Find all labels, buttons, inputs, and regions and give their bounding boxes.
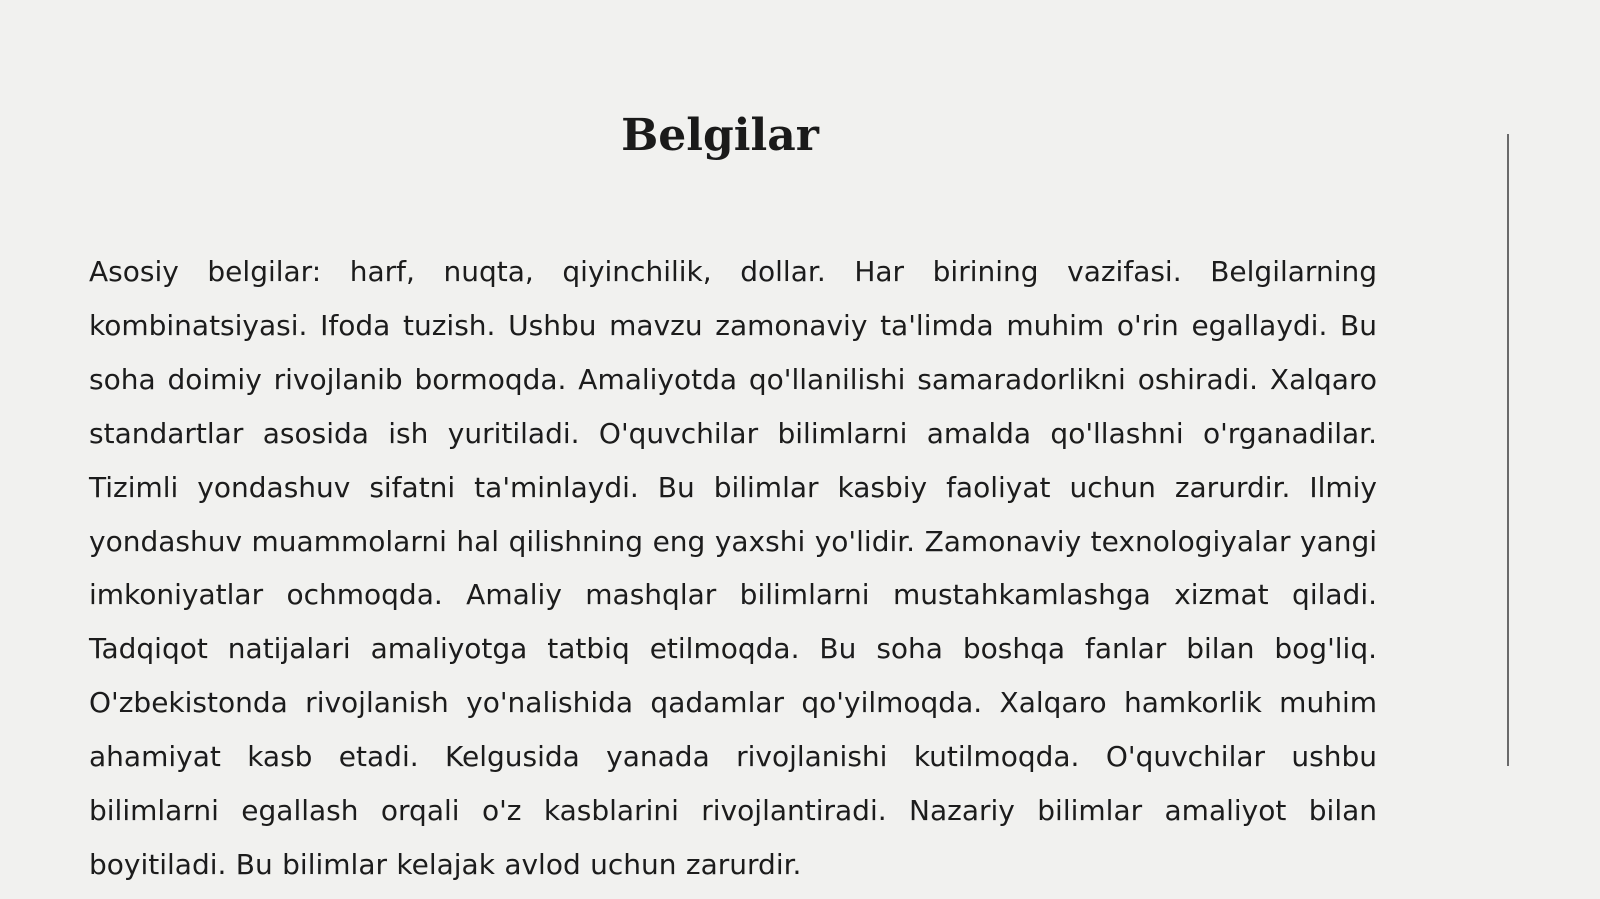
vertical-divider bbox=[1507, 134, 1509, 766]
slide-title: Belgilar bbox=[621, 110, 819, 161]
slide-body-text: Asosiy belgilar: harf, nuqta, qiyinchilik, dollar. Har birining vazifasi. Belgilarning kombinatsiyasi. Ifoda tuzish. Ushbu mavzu zamonaviy ta'limda muhim o'rin egallaydi. Bu soha doimiy rivojlanib bormoqda. Amaliyotda qo'llanilishi samaradorlikni oshiradi. Xalqaro standartlar asosida ish yuritiladi. O'quvchilar bilimlarni amalda qo'llashni o'rganadilar. Tizimli yondashuv sifatni ta'minlaydi. Bu bilimlar kasbiy faoliyat uchun zarurdir. Ilmiy yondashuv muammolarni hal qilishning eng yaxshi yo'lidir. Zamonaviy texnologiyalar yangi imkoniyatlar ochmoqda. Amaliy mashqlar bilimlarni mustahkamlashga xizmat qiladi. Tadqiqot natijalari amaliyotga tatbiq etilmoqda. Bu soha boshqa fanlar bilan bog'liq. O'zbekistonda rivojlanish yo'nalishida qadamlar qo'yilmoqda. Xalqaro hamkorlik muhim ahamiyat kasb etadi. Kelgusida yanada rivojlanishi kutilmoqda. O'quvchilar ushbu bilimlarni egallash orqali o'z kasblarini rivojlantiradi. Nazariy bilimlar amaliyot bilan boyitiladi. Bu bilimlar kelajak avlod uchun zarurdir. bbox=[89, 255, 1377, 881]
